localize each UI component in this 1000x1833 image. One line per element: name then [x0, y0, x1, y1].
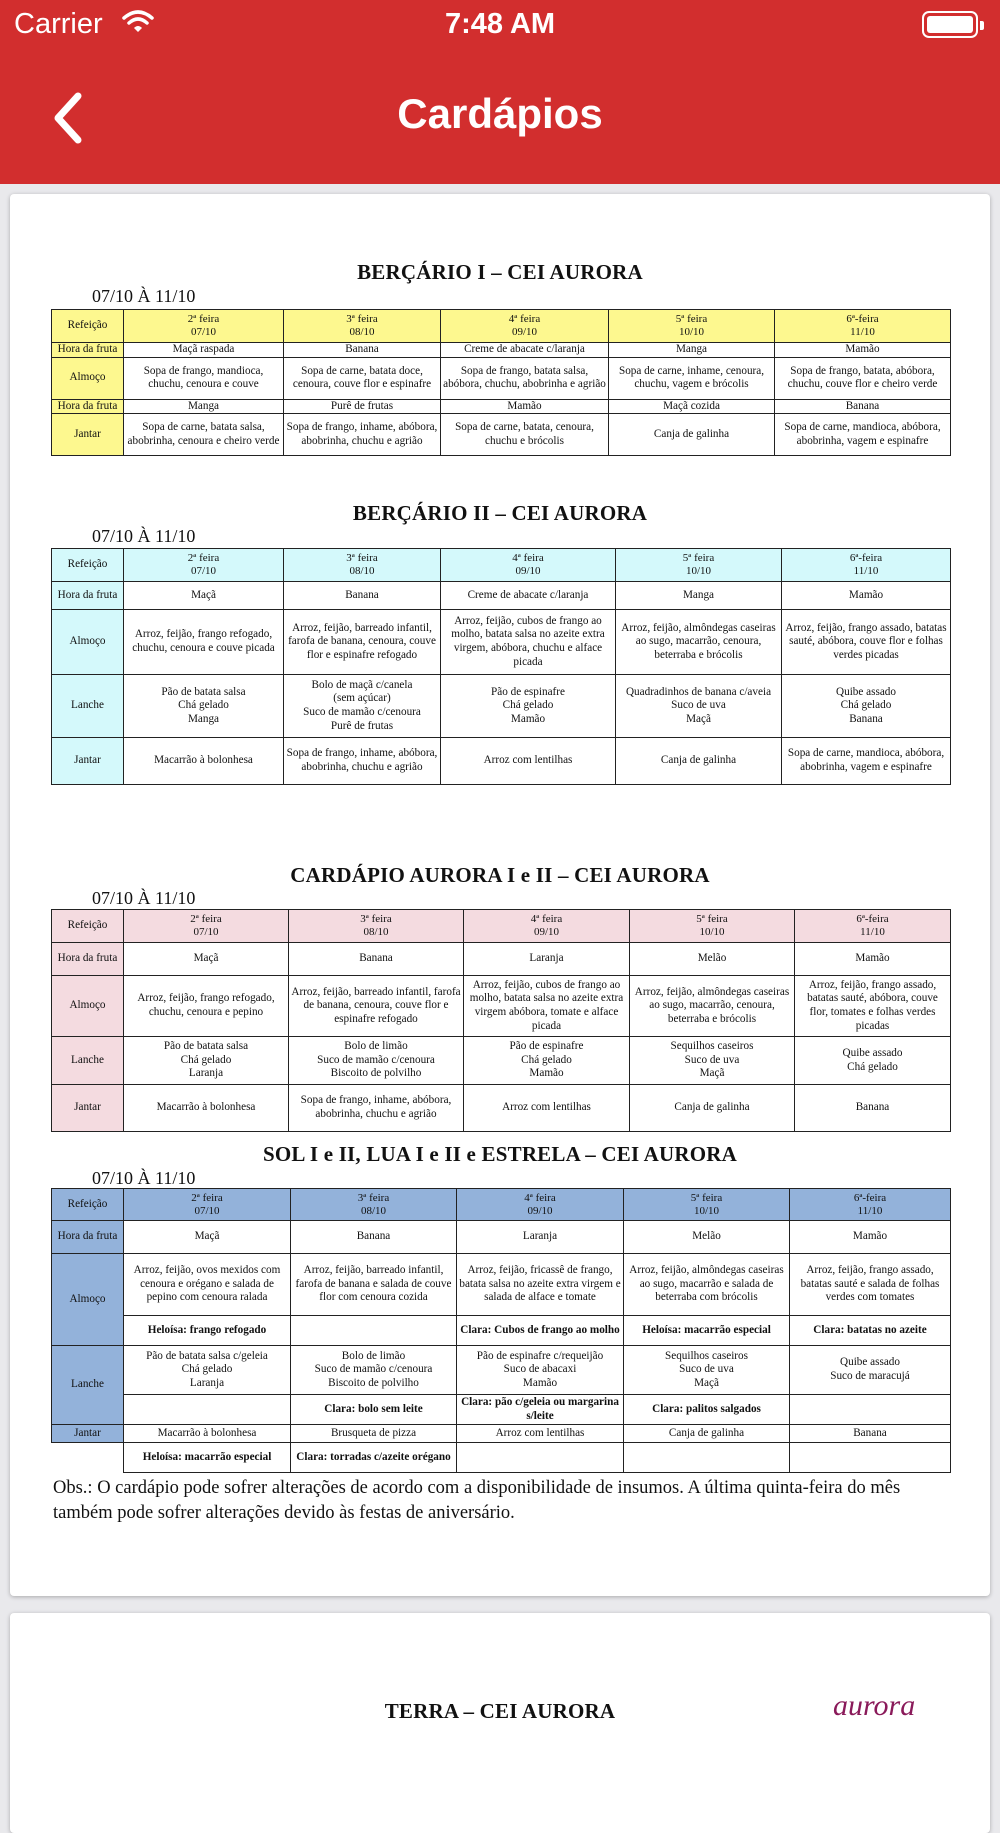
- table-cell: Sopa de frango, inhame, abóbora, abobrinha, chuchu e agrião: [284, 414, 441, 456]
- meal-label: Jantar: [52, 414, 124, 456]
- diet-note: Clara: batatas no azeite: [790, 1316, 951, 1346]
- table-header-cell: 4ª feira 09/10: [441, 310, 609, 343]
- empty-cell: [52, 1443, 124, 1473]
- table-cell: Quibe assado Chá gelado: [795, 1037, 951, 1085]
- diet-note: [457, 1443, 624, 1473]
- table-cell: Arroz, feijão, almôndegas caseiras ao sugo, macarrão e salada de beterraba com brócolis: [624, 1254, 790, 1316]
- table-cell: Mamão: [775, 343, 951, 358]
- table-cell: Laranja: [457, 1221, 624, 1254]
- meal-label: Hora da fruta: [52, 399, 124, 414]
- table-cell: Sopa de carne, inhame, cenoura, chuchu, vagem e brócolis: [609, 357, 775, 399]
- diet-note: Clara: bolo sem leite: [291, 1395, 457, 1425]
- table-cell: Pão de espinafre Chá gelado Mamão: [464, 1037, 630, 1085]
- table-cell: Melão: [624, 1221, 790, 1254]
- table-cell: Arroz com lentilhas: [441, 738, 616, 785]
- table-cell: Quibe assado Suco de maracujá: [790, 1346, 951, 1395]
- diet-note: [624, 1443, 790, 1473]
- diet-note: Clara: Cubos de frango ao molho: [457, 1316, 624, 1346]
- battery-icon: [922, 11, 978, 38]
- table-header-cell: Refeição: [52, 1189, 124, 1221]
- table-cell: Macarrão à bolonhesa: [124, 1425, 291, 1443]
- table-cell: Banana: [790, 1425, 951, 1443]
- table-header-cell: 6ª-feira 11/10: [790, 1189, 951, 1221]
- table-cell: Sopa de carne, mandioca, abóbora, abobrinha, vagem e espinafre: [775, 414, 951, 456]
- table-header-cell: 6ª-feira 11/10: [795, 910, 951, 943]
- table-cell: Sequilhos caseiros Suco de uva Maçã: [624, 1346, 790, 1395]
- menu-table-bercario-2: [51, 548, 951, 785]
- table-cell: Arroz, feijão, frango assado, batatas sauté, abóbora, couve flor, tomates e folhas verdes picadas: [795, 976, 951, 1037]
- diet-note: Clara: palitos salgados: [624, 1395, 790, 1425]
- diet-note: Clara: pão c/geleia ou margarina s/leite: [457, 1395, 624, 1425]
- aurora-logo: aurora: [833, 1689, 916, 1722]
- table-cell: Canja de galinha: [609, 414, 775, 456]
- table-cell: Sopa de frango, batata salsa, abóbora, chuchu, abobrinha e agrião: [441, 357, 609, 399]
- table-cell: Maçã: [124, 582, 284, 610]
- table-cell: Arroz, feijão, almôndegas caseiras ao sugo, macarrão, cenoura, beterraba e brócolis: [630, 976, 795, 1037]
- table-cell: Arroz, feijão, barreado infantil, farofa de banana e salada de couve flor com cenoura cozida: [291, 1254, 457, 1316]
- meal-label: Hora da fruta: [52, 343, 124, 358]
- table-cell: Purê de frutas: [284, 399, 441, 414]
- table-header-cell: 2ª feira 07/10: [124, 1189, 291, 1221]
- table-cell: Arroz com lentilhas: [457, 1425, 624, 1443]
- menu-document-page-2[interactable]: [10, 1613, 990, 1833]
- table-header-cell: 5ª feira 10/10: [616, 549, 782, 582]
- table-header-cell: 5ª feira 10/10: [630, 910, 795, 943]
- table-header-cell: 4ª feira 09/10: [457, 1189, 624, 1221]
- menu-table-sol-lua-estrela: [51, 1188, 951, 1473]
- status-bar: [0, 0, 1000, 50]
- meal-label: Almoço: [52, 1254, 124, 1346]
- table-cell: Sopa de carne, batata, cenoura, chuchu e brócolis: [441, 414, 609, 456]
- table-cell: Maçã: [124, 943, 289, 976]
- table-cell: Arroz, feijão, fricassê de frango, batata salsa no azeite extra virgem e salada de alface e tomate: [457, 1254, 624, 1316]
- diet-note: Clara: torradas c/azeite orégano: [291, 1443, 457, 1473]
- table-header-cell: 3ª feira 08/10: [284, 549, 441, 582]
- menu-date: 07/10 À 11/10: [92, 286, 196, 306]
- meal-label: Almoço: [52, 976, 124, 1037]
- menu-title: BERÇÁRIO II – CEI AURORA: [352, 501, 648, 525]
- table-cell: Manga: [124, 399, 284, 414]
- table-cell: Arroz, feijão, cubos de frango ao molho, batata salsa no azeite extra virgem, abóbora, chuchu e alface picada: [441, 610, 616, 675]
- meal-label: Almoço: [52, 357, 124, 399]
- page-title: Cardápios: [397, 90, 603, 137]
- table-cell: Maçã cozida: [609, 399, 775, 414]
- table-cell: Pão de batata salsa c/geleia Chá gelado Laranja: [124, 1346, 291, 1395]
- meal-label: Jantar: [52, 1425, 124, 1443]
- meal-label: Almoço: [52, 610, 124, 675]
- nav-bar: [0, 50, 1000, 184]
- meal-label: Jantar: [52, 1085, 124, 1132]
- diet-note: Heloísa: frango refogado: [124, 1316, 291, 1346]
- table-header-cell: 2ª feira 07/10: [124, 910, 289, 943]
- table-cell: Banana: [795, 1085, 951, 1132]
- table-cell: Brusqueta de pizza: [291, 1425, 457, 1443]
- table-cell: Macarrão à bolonhesa: [124, 1085, 289, 1132]
- table-cell: Pão de espinafre Chá gelado Mamão: [441, 675, 616, 738]
- diet-note: Heloísa: macarrão especial: [624, 1316, 790, 1346]
- table-cell: Arroz, feijão, ovos mexidos com cenoura e orégano e salada de pepino com cenoura ralada: [124, 1254, 291, 1316]
- table-cell: Maçã: [124, 1221, 291, 1254]
- carrier-label: Carrier: [14, 8, 103, 40]
- table-cell: Banana: [284, 582, 441, 610]
- table-header-cell: 4ª feira 09/10: [464, 910, 630, 943]
- table-cell: Bolo de limão Suco de mamão c/cenoura Biscoito de polvilho: [289, 1037, 464, 1085]
- table-header-cell: 5ª feira 10/10: [624, 1189, 790, 1221]
- table-cell: Manga: [609, 343, 775, 358]
- table-cell: Pão de batata salsa Chá gelado Laranja: [124, 1037, 289, 1085]
- table-header-cell: 3ª feira 08/10: [284, 310, 441, 343]
- table-cell: Quibe assado Chá gelado Banana: [782, 675, 951, 738]
- menu-date: 07/10 À 11/10: [92, 1168, 196, 1188]
- table-header-cell: Refeição: [52, 549, 124, 582]
- table-cell: Macarrão à bolonhesa: [124, 738, 284, 785]
- meal-label: Hora da fruta: [52, 582, 124, 610]
- menu-title: SOL I e II, LUA I e II e ESTRELA – CEI AURORA: [262, 1142, 737, 1166]
- diet-note: [124, 1395, 291, 1425]
- meal-label: Jantar: [52, 738, 124, 785]
- diet-note: [790, 1443, 951, 1473]
- meal-label: Lanche: [52, 1037, 124, 1085]
- status-time: 7:48 AM: [444, 8, 556, 40]
- table-cell: Banana: [775, 399, 951, 414]
- table-cell: Arroz, feijão, frango refogado, chuchu, cenoura e couve picada: [124, 610, 284, 675]
- table-cell: Maçã raspada: [124, 343, 284, 358]
- menu-date: 07/10 À 11/10: [92, 526, 196, 546]
- table-cell: Canja de galinha: [630, 1085, 795, 1132]
- table-cell: Arroz, feijão, cubos de frango ao molho, batata salsa no azeite extra virgem abóbora, tomate e alface picada: [464, 976, 630, 1037]
- menu-title: TERRA – CEI AURORA: [384, 1699, 616, 1723]
- table-cell: Arroz, feijão, frango assado, batatas sauté e salada de folhas verdes com tomates: [790, 1254, 951, 1316]
- table-cell: Banana: [284, 343, 441, 358]
- table-cell: Canja de galinha: [624, 1425, 790, 1443]
- menu-table-bercario-1: [51, 309, 951, 456]
- table-cell: Sopa de frango, batata, abóbora, chuchu, couve flor e cheiro verde: [775, 357, 951, 399]
- menu-table-aurora: [51, 909, 951, 1132]
- table-cell: Sopa de carne, batata salsa, abobrinha, cenoura e cheiro verde: [124, 414, 284, 456]
- table-cell: Mamão: [795, 943, 951, 976]
- table-cell: Banana: [289, 943, 464, 976]
- table-cell: Sopa de frango, mandioca, chuchu, cenoura e couve: [124, 357, 284, 399]
- table-header-cell: 6ª-feira 11/10: [782, 549, 951, 582]
- table-header-cell: 2ª feira 07/10: [124, 549, 284, 582]
- table-cell: Arroz com lentilhas: [464, 1085, 630, 1132]
- menu-title: BERÇÁRIO I – CEI AURORA: [357, 260, 643, 284]
- table-cell: Creme de abacate c/laranja: [441, 343, 609, 358]
- table-cell: Sopa de carne, batata doce, cenoura, couve flor e espinafre: [284, 357, 441, 399]
- meal-label: Lanche: [52, 1346, 124, 1425]
- table-cell: Pão de espinafre c/requeijão Suco de abacaxi Mamão: [457, 1346, 624, 1395]
- table-cell: Mamão: [790, 1221, 951, 1254]
- diet-note: Heloísa: macarrão especial: [124, 1443, 291, 1473]
- table-cell: Canja de galinha: [616, 738, 782, 785]
- table-cell: Banana: [291, 1221, 457, 1254]
- table-cell: Bolo de limão Suco de mamão c/cenoura Biscoito de polvilho: [291, 1346, 457, 1395]
- table-cell: Arroz, feijão, barreado infantil, farofa de banana, cenoura, couve flor e espinafre refogado: [284, 610, 441, 675]
- table-cell: Creme de abacate c/laranja: [441, 582, 616, 610]
- table-cell: Arroz, feijão, almôndegas caseiras ao sugo, macarrão, cenoura, beterraba e brócolis: [616, 610, 782, 675]
- table-cell: Arroz, feijão, barreado infantil, farofa de banana, cenoura, couve flor e espinafre refogado: [289, 976, 464, 1037]
- table-cell: Mamão: [441, 399, 609, 414]
- menu-date: 07/10 À 11/10: [92, 888, 196, 908]
- diet-note: [790, 1395, 951, 1425]
- meal-label: Lanche: [52, 675, 124, 738]
- meal-label: Hora da fruta: [52, 943, 124, 976]
- diet-note: [291, 1316, 457, 1346]
- table-cell: Manga: [616, 582, 782, 610]
- menu-document-page-1[interactable]: [10, 194, 990, 1596]
- table-cell: Melão: [630, 943, 795, 976]
- table-header-cell: 3ª feira 08/10: [289, 910, 464, 943]
- table-header-cell: 4ª feira 09/10: [441, 549, 616, 582]
- table-header-cell: 5ª feira 10/10: [609, 310, 775, 343]
- table-header-cell: 3ª feira 08/10: [291, 1189, 457, 1221]
- menu-title: CARDÁPIO AURORA I e II – CEI AURORA: [290, 863, 710, 887]
- table-cell: Bolo de maçã c/canela (sem açúcar) Suco de mamão c/cenoura Purê de frutas: [284, 675, 441, 738]
- table-cell: Sequilhos caseiros Suco de uva Maçã: [630, 1037, 795, 1085]
- table-cell: Sopa de frango, inhame, abóbora, abobrinha, chuchu e agrião: [284, 738, 441, 785]
- table-cell: Sopa de carne, mandioca, abóbora, abobrinha, vagem e espinafre: [782, 738, 951, 785]
- table-cell: Quadradinhos de banana c/aveia Suco de uva Maçã: [616, 675, 782, 738]
- table-cell: Arroz, feijão, frango refogado, chuchu, cenoura e pepino: [124, 976, 289, 1037]
- table-cell: Arroz, feijão, frango assado, batatas sauté, abóbora, couve flor e folhas verdes picadas: [782, 610, 951, 675]
- table-header-cell: Refeição: [52, 310, 124, 343]
- table-cell: Pão de batata salsa Chá gelado Manga: [124, 675, 284, 738]
- table-header-cell: Refeição: [52, 910, 124, 943]
- table-cell: Laranja: [464, 943, 630, 976]
- table-cell: Mamão: [782, 582, 951, 610]
- meal-label: Hora da fruta: [52, 1221, 124, 1254]
- table-cell: Sopa de frango, inhame, abóbora, abobrinha, chuchu e agrião: [289, 1085, 464, 1132]
- menu-observation: Obs.: O cardápio pode sofrer alterações de acordo com a disponibilidade de insumos. A última quinta-feira do mês também pode sofrer alterações devido às festas de aniversário.: [53, 1478, 901, 1523]
- table-header-cell: 6ª-feira 11/10: [775, 310, 951, 343]
- table-header-cell: 2ª feira 07/10: [124, 310, 284, 343]
